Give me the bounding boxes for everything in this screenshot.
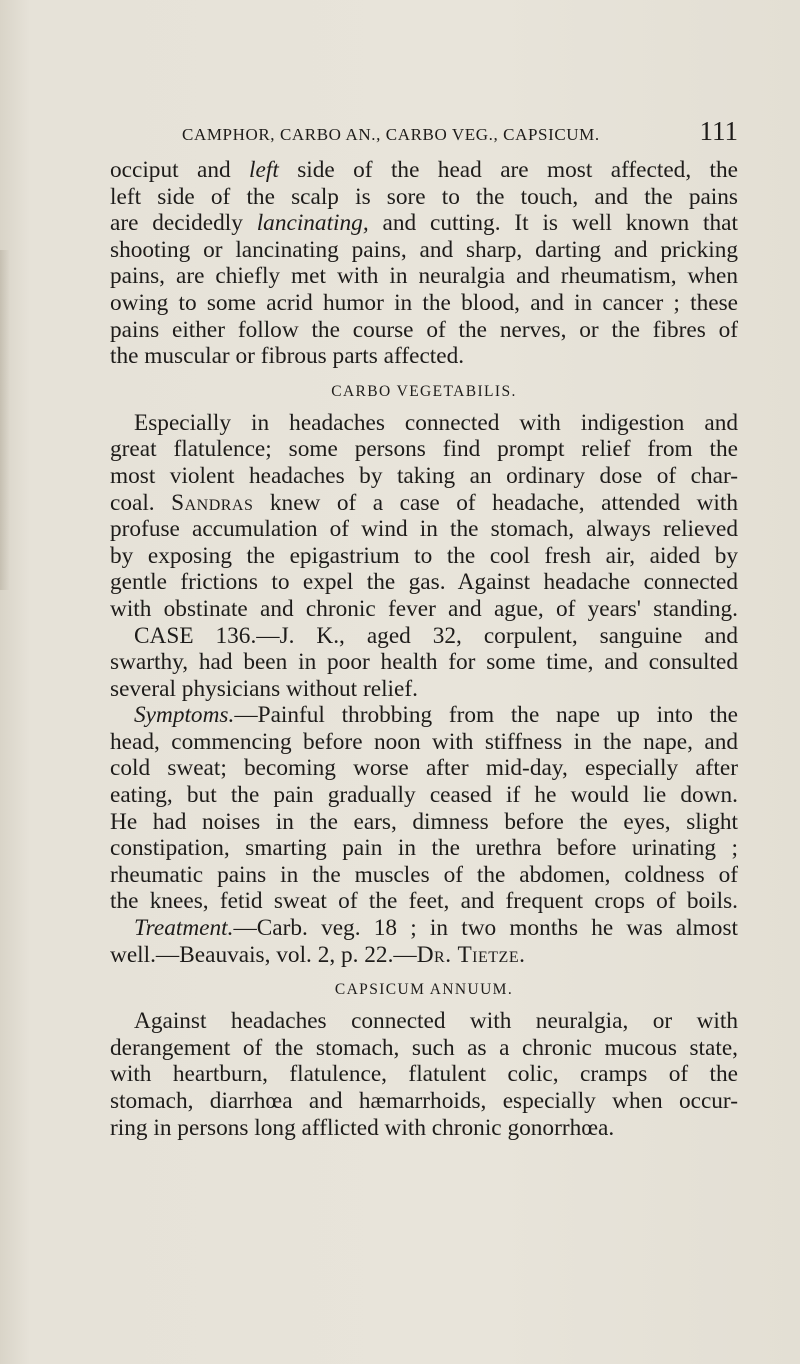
- line: head, commencing before noon with stiffness in the nape, and: [110, 728, 738, 755]
- line: gentle frictions to expel the gas. Against headache connected: [110, 569, 738, 596]
- line: are decidedly lancinating, and cutting. It is well known that: [110, 210, 738, 237]
- line: by exposing the epigastrium to the cool fresh air, aided by: [110, 542, 738, 569]
- line: the knees, fetid sweat of the feet, and frequent crops of boils.: [110, 888, 738, 915]
- line: derangement of the stomach, such as a chronic mucous state,: [110, 1034, 738, 1061]
- line: Symptoms.—Painful throbbing from the nape up into the: [134, 702, 738, 729]
- running-header: [182, 116, 738, 147]
- page-number: 111: [699, 116, 738, 146]
- line: pains either follow the course of the nerves, or the fibres of: [110, 316, 738, 343]
- section-heading-carbo-vegetabilis: CARBO VEGETABILIS.: [331, 382, 517, 400]
- line: swarthy, had been in poor health for some time, and consulted: [110, 649, 738, 676]
- running-title: CAMPHOR, CARBO AN., CARBO VEG., CAPSICUM.: [182, 125, 600, 144]
- section-heading-capsicum-annuum: CAPSICUM ANNUUM.: [334, 981, 514, 999]
- line: great flatulence; some persons find prompt relief from the: [110, 436, 738, 463]
- line: the muscular or fibrous parts affected.: [110, 343, 465, 370]
- line: pains, are chiefly met with in neuralgia and rheumatism, when: [110, 263, 738, 290]
- line: cold sweat; becoming worse after mid-day, especially after: [110, 755, 738, 782]
- line: most violent headaches by taking an ordinary dose of char-: [110, 462, 738, 489]
- line: Especially in headaches connected with indigestion and: [134, 409, 738, 436]
- line: Against headaches connected with neuralgia, or with: [134, 1008, 738, 1035]
- page-edge-shadow: [0, 250, 10, 590]
- line: well.—Beauvais, vol. 2, p. 22.—Dr. Tietze.: [110, 941, 526, 968]
- line: constipation, smarting pain in the urethra before urinating ;: [110, 835, 738, 862]
- line: CASE 136.—J. K., aged 32, corpulent, sanguine and: [134, 622, 738, 649]
- line: stomach, diarrhœa and hæmarrhoids, especially when occur-: [110, 1088, 738, 1114]
- line: several physicians without relief.: [110, 675, 418, 702]
- line: eating, but the pain gradually ceased if he would lie down.: [110, 782, 738, 809]
- line: profuse accumulation of wind in the stomach, always relieved: [110, 516, 738, 543]
- line: occiput and left side of the head are most affected, the: [110, 157, 739, 183]
- line: left side of the scalp is sore to the touch, and the pains: [110, 183, 738, 210]
- line: with obstinate and chronic fever and ague, of years' standing.: [110, 595, 738, 622]
- line: with heartburn, flatulence, flatulent colic, cramps of the: [110, 1061, 738, 1088]
- line: owing to some acrid humor in the blood, and in cancer ; these: [110, 289, 738, 316]
- line: Treatment.—Carb. veg. 18 ; in two months he was almost: [134, 915, 738, 942]
- line: He had noises in the ears, dimness before the eyes, slight: [110, 808, 738, 835]
- line: coal. Sandras knew of a case of headache, attended with: [110, 489, 738, 516]
- line: shooting or lancinating pains, and sharp, darting and pricking: [110, 236, 738, 263]
- line: rheumatic pains in the muscles of the abdomen, coldness of: [110, 861, 738, 888]
- text-block: [110, 116, 738, 1141]
- line: ring in persons long afflicted with chronic gonorrhœa.: [110, 1114, 615, 1141]
